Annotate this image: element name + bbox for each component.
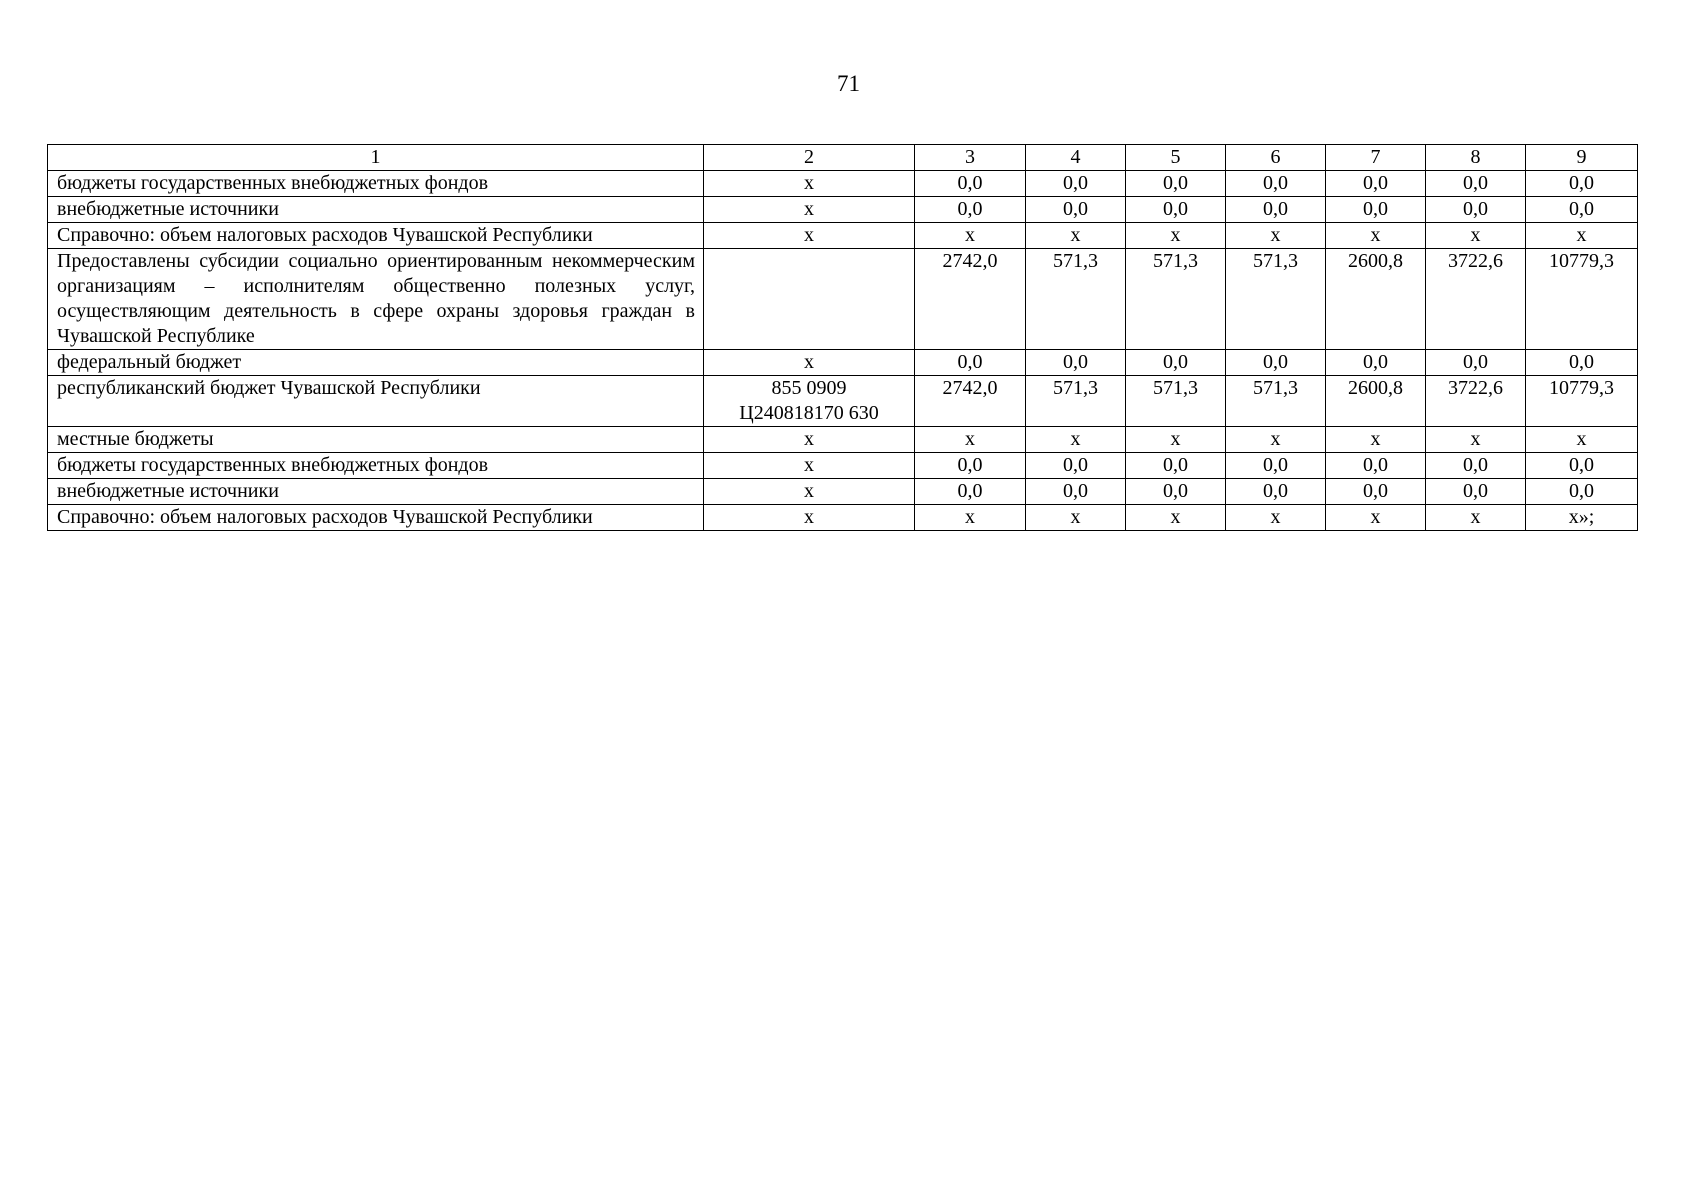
row-value-cell: х [915,505,1026,531]
code-line: 855 0909 [771,377,847,399]
row-value-cell: х [1226,427,1326,453]
row-value-cell: 0,0 [1226,171,1326,197]
row-value-cell: 0,0 [1126,197,1226,223]
row-code-cell [704,249,915,350]
row-value-cell: 0,0 [1026,171,1126,197]
row-value-cell: 0,0 [1426,171,1526,197]
row-value-cell: 571,3 [1226,249,1326,350]
page-number: 71 [837,71,860,96]
row-value-cell: х [1426,427,1526,453]
table-header-row [48,145,1638,171]
row-value-cell: 2742,0 [915,249,1026,350]
row-name-cell: Справочно: объем налоговых расходов Чувашской Республики [48,223,704,249]
row-code-cell [704,479,915,505]
row-value-cell: 0,0 [1026,350,1126,376]
row-value-cell: х [1426,505,1526,531]
row-value-cell: 0,0 [1426,197,1526,223]
row-value-cell: 10779,3 [1526,249,1638,350]
code-line: х [804,480,814,502]
row-value-cell: 0,0 [1226,479,1326,505]
row-value-cell: х [1326,223,1426,249]
row-value-cell: х [1226,505,1326,531]
table-row [48,197,1638,223]
table-row [48,249,1638,350]
row-value-cell: 0,0 [915,197,1026,223]
table-row [48,171,1638,197]
row-name-cell: бюджеты государственных внебюджетных фондов [48,171,704,197]
header-cell: 1 [48,145,704,171]
row-value-cell: 0,0 [1526,171,1638,197]
row-code-cell [704,171,915,197]
row-value-cell: х [1026,505,1126,531]
row-value-cell: 0,0 [915,453,1026,479]
row-value-cell: 0,0 [1326,453,1426,479]
code-line: Ц240818170 630 [739,402,879,424]
header-cell: 9 [1526,145,1638,171]
table-row [48,427,1638,453]
budget-table [47,144,1638,531]
header-cell: 7 [1326,145,1426,171]
row-code-cell [704,427,915,453]
row-value-cell: 0,0 [1426,479,1526,505]
row-value-cell: 0,0 [1326,350,1426,376]
row-value-cell: 0,0 [1326,171,1426,197]
row-value-cell: 10779,3 [1526,376,1638,427]
row-name-cell: Предоставлены субсидии социально ориентированным некоммерческим организациям – исполнителям общественно полезных услуг, осуществляющим деятельность в сфере охраны здоровья граждан в Чувашской Республике [48,249,704,350]
row-value-cell: 2600,8 [1326,249,1426,350]
row-value-cell: х [1226,223,1326,249]
row-value-cell: 0,0 [1126,350,1226,376]
row-value-cell: х»; [1526,505,1638,531]
table-body [48,145,1638,531]
table-row [48,453,1638,479]
table-row [48,505,1638,531]
header-cell: 4 [1026,145,1126,171]
row-value-cell: 571,3 [1126,376,1226,427]
row-value-cell: 0,0 [1026,453,1126,479]
row-name-cell: внебюджетные источники [48,197,704,223]
row-value-cell: 0,0 [915,479,1026,505]
header-cell: 5 [1126,145,1226,171]
row-value-cell: 0,0 [1126,479,1226,505]
row-value-cell: х [1526,427,1638,453]
row-value-cell: х [1026,223,1126,249]
row-value-cell: 571,3 [1126,249,1226,350]
row-value-cell: х [1326,427,1426,453]
row-value-cell: х [915,223,1026,249]
code-line: х [804,351,814,373]
row-code-cell [704,223,915,249]
code-line: х [804,428,814,450]
row-value-cell: 571,3 [1026,376,1126,427]
code-line: х [804,198,814,220]
row-value-cell: х [915,427,1026,453]
header-cell: 8 [1426,145,1526,171]
row-value-cell: 3722,6 [1426,249,1526,350]
row-code-cell [704,453,915,479]
row-name-cell: местные бюджеты [48,427,704,453]
row-value-cell: х [1326,505,1426,531]
row-value-cell: 0,0 [1526,350,1638,376]
row-value-cell: х [1426,223,1526,249]
code-line: х [804,172,814,194]
row-value-cell: 3722,6 [1426,376,1526,427]
row-value-cell: х [1126,505,1226,531]
table-row [48,350,1638,376]
row-value-cell: х [1026,427,1126,453]
row-value-cell: 0,0 [1126,453,1226,479]
row-value-cell: 571,3 [1226,376,1326,427]
row-value-cell: 0,0 [915,171,1026,197]
row-value-cell: 0,0 [1526,197,1638,223]
row-code-cell [704,350,915,376]
row-value-cell: 0,0 [1426,453,1526,479]
table-row [48,223,1638,249]
table-row [48,479,1638,505]
row-code-cell [704,505,915,531]
row-value-cell: 2600,8 [1326,376,1426,427]
row-name-cell: республиканский бюджет Чувашской Республики [48,376,704,427]
row-value-cell: х [1126,427,1226,453]
table-row [48,376,1638,427]
row-value-cell: 0,0 [1126,171,1226,197]
row-name-cell: бюджеты государственных внебюджетных фондов [48,453,704,479]
row-name-cell: внебюджетные источники [48,479,704,505]
header-cell: 6 [1226,145,1326,171]
row-value-cell: 2742,0 [915,376,1026,427]
row-value-cell: 0,0 [1526,479,1638,505]
code-line: х [804,224,814,246]
row-value-cell: 0,0 [1026,479,1126,505]
row-value-cell: 0,0 [1226,453,1326,479]
row-code-cell [704,197,915,223]
header-cell: 3 [915,145,1026,171]
row-value-cell: 0,0 [1226,197,1326,223]
row-name-cell: федеральный бюджет [48,350,704,376]
row-value-cell: х [1126,223,1226,249]
row-name-cell: Справочно: объем налоговых расходов Чувашской Республики [48,505,704,531]
code-line: х [804,454,814,476]
row-value-cell: 0,0 [1026,197,1126,223]
row-value-cell: 0,0 [1526,453,1638,479]
row-code-cell [704,376,915,427]
row-value-cell: 571,3 [1026,249,1126,350]
row-value-cell: х [1526,223,1638,249]
header-cell: 2 [704,145,915,171]
row-value-cell: 0,0 [915,350,1026,376]
row-value-cell: 0,0 [1226,350,1326,376]
row-value-cell: 0,0 [1426,350,1526,376]
code-line: х [804,506,814,528]
row-value-cell: 0,0 [1326,197,1426,223]
row-value-cell: 0,0 [1326,479,1426,505]
